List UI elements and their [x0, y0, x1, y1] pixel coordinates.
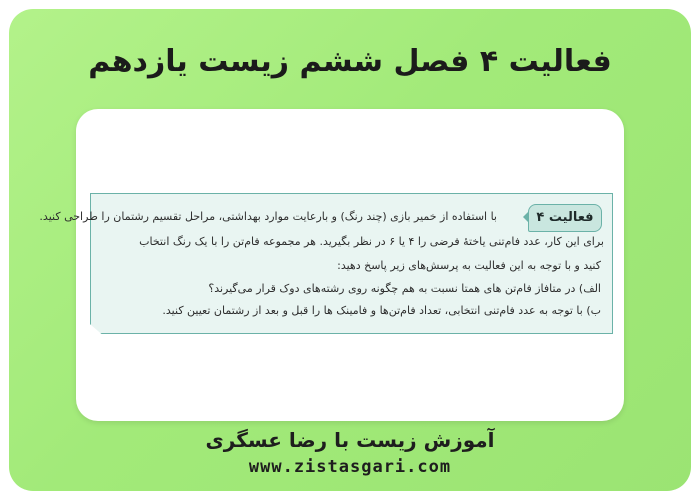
activity-line-2: برای این کار، عدد فام‌تنی یاختهٔ فرضی را ۴ یا ۶ در نظر بگیرید. هر مجموعه فام‌تن را با یک رنگ انتخاب — [139, 235, 604, 248]
footer-title: آموزش زیست با رضا عسگری — [205, 428, 495, 452]
activity-badge: فعالیت ۴ — [528, 204, 602, 232]
footer-url[interactable]: www.zistasgari.com — [248, 457, 452, 477]
activity-line-5: ب) با توجه به عدد فام‌تنی انتخابی، تعداد فام‌تن‌ها و فامینک ها را قبل و بعد از رشتمان تعیین کنید. — [162, 304, 601, 317]
activity-line-4: الف) در متافاز فام‌تن های همتا نسبت به هم چگونه روی رشته‌های دوک قرار می‌گیرند؟ — [208, 282, 601, 295]
activity-line-3: کنید و با توجه به این فعالیت به پرسش‌های زیر پاسخ دهید: — [337, 259, 601, 272]
page-title: فعالیت ۴ فصل ششم زیست یازدهم — [88, 44, 612, 79]
activity-line-1: با استفاده از خمیر بازی (چند رنگ) و بارعایت موارد بهداشتی، مراحل تقسیم رشتمان را طراحی کنید. — [39, 210, 497, 223]
